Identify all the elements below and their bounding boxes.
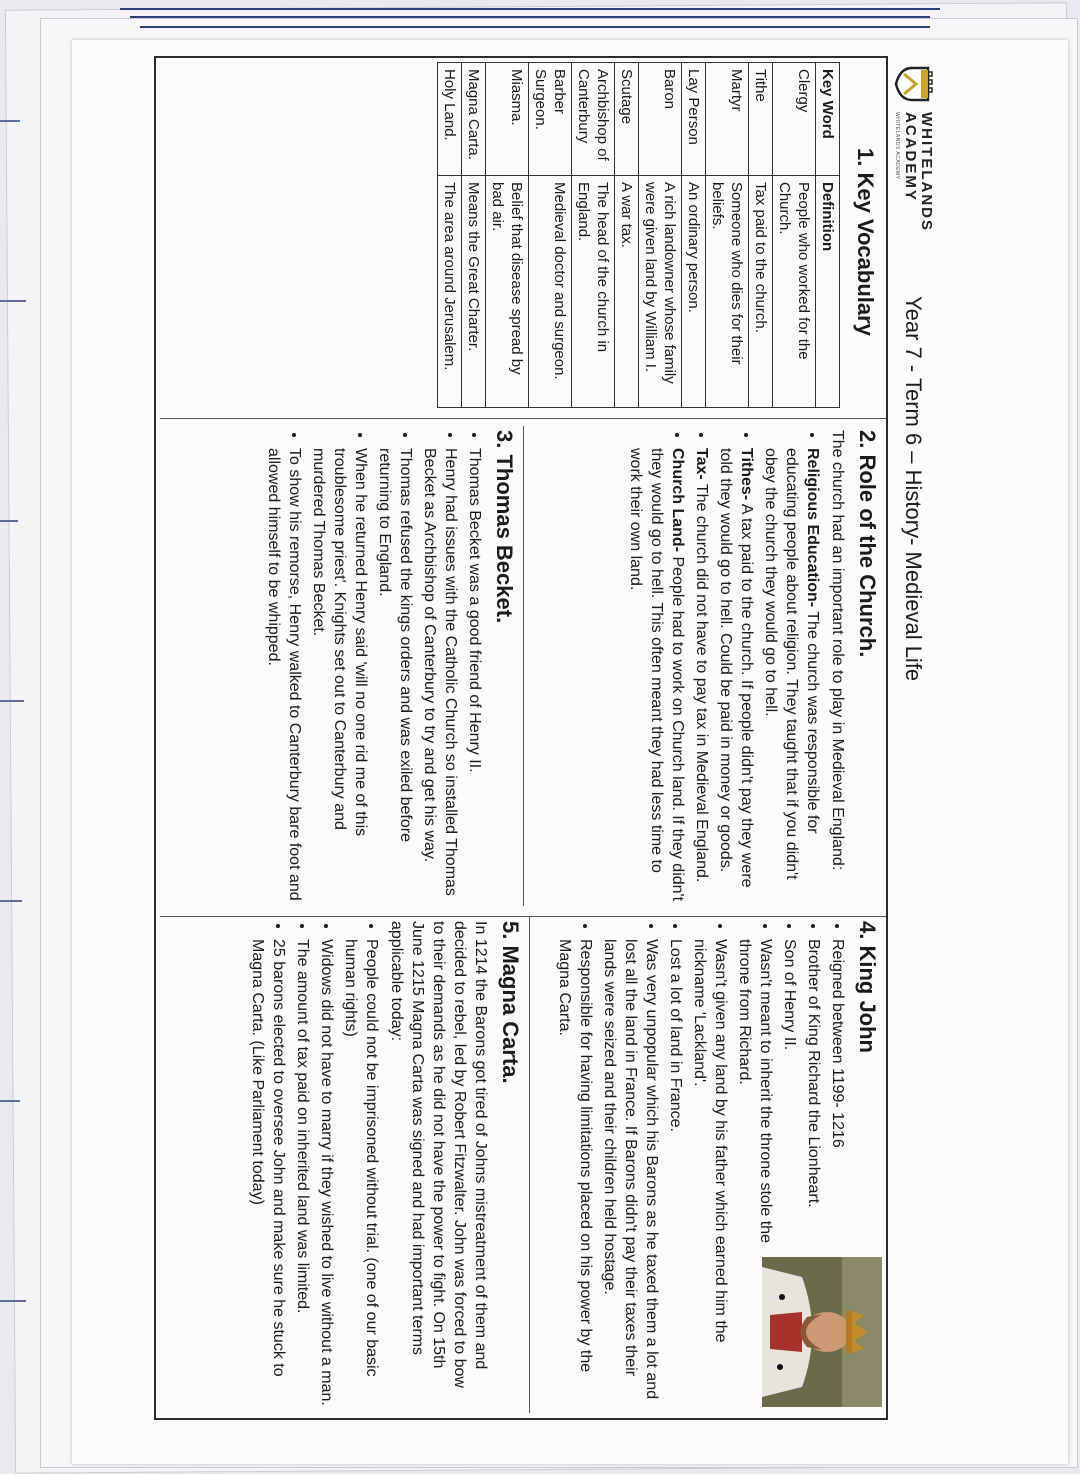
list-item: • Religious Education- The church was responsible for educating people about religion. They taught that if you didn't obey the church they would go to hell.: [760, 448, 823, 902]
list-item: • Church Land- People had to work on Church land. If they didn't they would go to hell. This often meant they had less time to work their own land.: [625, 448, 688, 902]
castle-shield-icon: [894, 64, 934, 104]
king-john-title: 4. King John: [855, 921, 880, 1053]
middle-column: [160, 426, 886, 906]
list-item: • Responsible for having limitations placed on his power by the Magna Carta.: [554, 939, 596, 1409]
key-word: Holy Land.: [438, 63, 462, 176]
becket-list: [263, 430, 485, 902]
list-item: • To show his remorse, Henry walked to Canterbury bare foot and allowed himself to be whipped.: [263, 448, 305, 902]
magna-carta-intro: In 1214 the Barons got tired of Johns mistreatment of them and decided to rebel, led by Robert Fitzwalter. John was forced to bow to their demands as he did not have the power to fight. On 15th June 1215 Magna Carta was signed and had important terms applicable today:: [388, 921, 489, 1388]
col-definition: Definition: [816, 176, 840, 408]
table-row: [706, 63, 749, 408]
list-item: • Widows did not have to marry if they wished to live without a man.: [316, 939, 337, 1409]
table-row: [438, 63, 462, 408]
table-row: [639, 63, 682, 408]
list-item: • Thomas Becket was a good friend of Henry II.: [464, 448, 485, 902]
church-intro: The church had an important role to play in Medieval England:: [829, 430, 846, 871]
becket-title: 3. Thomas Becket.: [492, 430, 517, 624]
table-row: [749, 63, 773, 408]
key-word: Lay Person: [682, 63, 706, 176]
key-word: Miasma.: [486, 63, 529, 176]
stacked-page-edges: [0, 0, 40, 1472]
list-item: • Thomas refused the kings orders and was exiled before returning to England.: [374, 448, 416, 902]
king-john-section: [529, 917, 886, 1413]
definition: A war tax.: [615, 176, 639, 408]
list-item: • Son of Henry II.: [779, 939, 800, 1259]
definition: Belief that disease spread by bad air.: [486, 176, 529, 408]
definition: Someone who dies for their beliefs.: [706, 176, 749, 408]
list-item: • Henry had issues with the Catholic Church so installed Thomas Becket as Archbishop of Canterbury to try and get his way.: [419, 448, 461, 902]
list-item: • The amount of tax paid on inherited land was limited.: [292, 939, 313, 1409]
definition: A rich landowner whose family were given land by William I.: [639, 176, 682, 408]
definition: People who worked for the Church.: [773, 176, 816, 408]
key-word: Barber Surgeon.: [529, 63, 572, 176]
brand-line-1: WHITELANDS: [918, 112, 935, 232]
church-section: [523, 426, 886, 906]
key-word: Magna Carta.: [462, 63, 486, 176]
list-item: • Wasn't meant to inherit the throne stole the throne from Richard.: [734, 939, 776, 1259]
brand-line-2: ACADEMY: [902, 112, 919, 202]
magna-carta-title: 5. Magna Carta.: [498, 921, 523, 1084]
definition: An ordinary person.: [682, 176, 706, 408]
list-item: • 25 barons elected to oversee John and make sure he stuck to Magna Carta. (Like Parliament today): [247, 939, 289, 1409]
table-row: [615, 63, 639, 408]
king-john-portrait: [762, 1257, 882, 1407]
magna-carta-list: [247, 921, 382, 1409]
brand-tagline: WHITELANDS ACADEMY: [894, 112, 900, 180]
definition: The area around Jerusalem.: [438, 176, 462, 408]
top-page-edges: [0, 0, 1080, 40]
list-item: • Wasn't given any land by his father which earned him the nickname 'Lackland'.: [689, 939, 731, 1409]
page-header: [888, 46, 940, 1426]
knowledge-organiser: [150, 46, 940, 1426]
definition: Means the Great Charter.: [462, 176, 486, 408]
list-item: • When he returned Henry said 'will no one rid me of this troublesome priest'. Knights set out to Canterbury and murdered Thomas Becket.: [308, 448, 371, 902]
table-row: [462, 63, 486, 408]
key-word: Scutage: [615, 63, 639, 176]
key-word: Tithe: [749, 63, 773, 176]
magna-carta-section: [240, 917, 529, 1413]
table-row: [529, 63, 572, 408]
page-title: Year 7 - Term 6 – History- Medieval Life: [901, 296, 926, 682]
table-row: [682, 63, 706, 408]
col-key-word: Key Word: [816, 63, 840, 176]
table-row: [486, 63, 529, 408]
vocab-table: [437, 62, 840, 408]
definition: Tax paid to the church.: [749, 176, 773, 408]
list-item: • People could not be imprisoned without trial. (one of our basic human rights): [340, 939, 382, 1409]
brand-name: [902, 112, 934, 232]
key-word: Clergy: [773, 63, 816, 176]
church-list: [625, 430, 823, 902]
vocab-section: [160, 58, 886, 419]
list-item: • Tax- The church did not have to pay tax in Medieval England.: [691, 448, 712, 902]
church-title: 2. Role of the Church.: [855, 430, 880, 658]
right-column: [160, 916, 886, 1413]
key-word: Baron: [639, 63, 682, 176]
list-item: • Brother of King Richard the Lionheart.: [803, 939, 824, 1409]
key-word: Archbishop of Canterbury: [572, 63, 615, 176]
list-item: • Lost a lot of land in France.: [665, 939, 686, 1409]
key-word: Martyr: [706, 63, 749, 176]
table-row: [572, 63, 615, 408]
vocab-title: 1. Key Vocabulary: [853, 148, 878, 336]
list-item: • Reigned between 1199- 1216: [827, 939, 848, 1409]
list-item: • Tithes- A tax paid to the church. If people didn't pay they were told they would go to hell. Could be paid in money or goods.: [715, 448, 757, 902]
definition: Medieval doctor and surgeon.: [529, 176, 572, 408]
list-item: • Was very unpopular which his Barons as he taxed them a lot and lost all the land in France. If Barons didn't pay their taxes their lands were seized and their children held hostage.: [599, 939, 662, 1409]
becket-section: [256, 426, 523, 906]
vocab-header-row: [816, 63, 840, 408]
table-row: [773, 63, 816, 408]
definition: The head of the church in England.: [572, 176, 615, 408]
